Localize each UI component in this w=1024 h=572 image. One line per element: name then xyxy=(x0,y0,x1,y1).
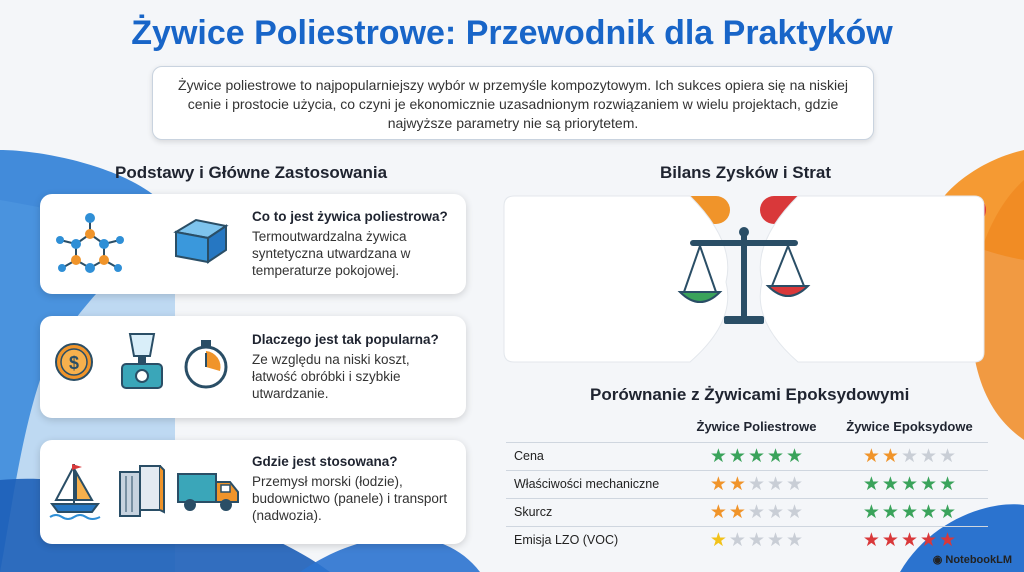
card-description: Termoutwardzalna żywica syntetyczna utwardzana w temperaturze pokojowej. xyxy=(252,229,411,278)
stopwatch-icon xyxy=(182,338,230,390)
card-text-block xyxy=(252,332,457,402)
scale-icon xyxy=(676,220,812,334)
page-title: Żywice Poliestrowe: Przewodnik dla Praktyków xyxy=(131,14,893,52)
star-icon: ★ xyxy=(900,473,918,495)
star-icon: ★ xyxy=(747,501,765,523)
brand-icon: ◉ xyxy=(932,554,946,566)
star-icon: ★ xyxy=(767,445,785,467)
star-icon: ★ xyxy=(728,473,746,495)
star-icon: ★ xyxy=(747,529,765,551)
star-icon: ★ xyxy=(786,473,804,495)
card-title: Gdzie jest stosowana? xyxy=(252,454,398,469)
star-icon: ★ xyxy=(862,529,880,551)
col-polyester: Żywice Poliestrowe xyxy=(696,419,817,435)
card-description: Przemysł morski (łodzie), budownictwo (panele) i transport (nadwozia). xyxy=(252,474,448,523)
card-text-block xyxy=(252,209,457,279)
balance-heading: Bilans Zysków i Strat xyxy=(660,163,831,182)
mixer-scale-icon xyxy=(116,330,168,392)
card-title: Co to jest żywica poliestrowa? xyxy=(252,209,448,224)
star-icon: ★ xyxy=(939,473,957,495)
star-icon: ★ xyxy=(709,473,727,495)
star-icon: ★ xyxy=(920,529,938,551)
epoxy-rating xyxy=(831,442,988,470)
star-icon: ★ xyxy=(786,445,804,467)
star-icon: ★ xyxy=(920,473,938,495)
card-where-used xyxy=(40,440,466,544)
brand-logo xyxy=(933,553,1012,566)
star-icon: ★ xyxy=(881,529,899,551)
col-epoxy: Żywice Epoksydowe xyxy=(846,419,973,435)
intro-text: Żywice poliestrowe to najpopularniejszy wybór w przemyśle kompozytowym. Ich sukces opiera się na niskiej cenie i prostocie użycia, co czyni je ekonomicznie uzasadnionym rozwiązaniem w wielu projektach, gdzie najwyższe parametry nie są priorytetem. xyxy=(178,77,848,131)
left-section-heading: Podstawy i Główne Zastosowania xyxy=(115,163,388,182)
star-icon: ★ xyxy=(862,445,880,467)
star-icon: ★ xyxy=(767,473,785,495)
star-icon: ★ xyxy=(881,473,899,495)
coin-icon xyxy=(54,342,94,382)
star-icon: ★ xyxy=(767,501,785,523)
star-icon: ★ xyxy=(900,501,918,523)
table-row xyxy=(506,470,988,498)
table-row xyxy=(506,442,988,470)
table-row xyxy=(506,498,988,526)
molecule-icon xyxy=(54,210,126,278)
star-icon: ★ xyxy=(747,473,765,495)
star-icon: ★ xyxy=(709,529,727,551)
star-icon: ★ xyxy=(920,501,938,523)
comparison-table xyxy=(506,412,988,554)
row-label: Właściwości mechaniczne xyxy=(506,470,682,498)
truck-icon xyxy=(176,470,240,514)
comparison-heading: Porównanie z Żywicami Epoksydowymi xyxy=(590,385,910,404)
star-icon: ★ xyxy=(862,473,880,495)
star-icon: ★ xyxy=(728,501,746,523)
epoxy-rating xyxy=(831,470,988,498)
star-icon: ★ xyxy=(900,529,918,551)
epoxy-rating xyxy=(831,526,988,554)
polyester-rating xyxy=(682,498,831,526)
star-icon: ★ xyxy=(786,529,804,551)
star-icon: ★ xyxy=(920,445,938,467)
card-why-popular xyxy=(40,316,466,418)
card-description: Ze względu na niski koszt, łatwość obróbki i szybkie utwardzanie. xyxy=(252,352,410,401)
table-row xyxy=(506,526,988,554)
row-label-header xyxy=(506,412,682,442)
resin-block-icon xyxy=(168,216,232,268)
polyester-rating xyxy=(682,526,831,554)
intro-box xyxy=(152,66,874,140)
brand-label: NotebookLM xyxy=(945,554,1012,566)
card-title: Dlaczego jest tak popularna? xyxy=(252,332,439,347)
star-icon: ★ xyxy=(728,529,746,551)
polyester-rating xyxy=(682,470,831,498)
polyester-rating xyxy=(682,442,831,470)
table-header-row xyxy=(506,412,988,442)
epoxy-rating xyxy=(831,498,988,526)
star-icon: ★ xyxy=(728,445,746,467)
star-icon: ★ xyxy=(939,529,957,551)
star-icon: ★ xyxy=(747,445,765,467)
star-icon: ★ xyxy=(709,501,727,523)
star-icon: ★ xyxy=(881,445,899,467)
star-icon: ★ xyxy=(767,529,785,551)
card-text-block xyxy=(252,454,457,524)
row-label: Skurcz xyxy=(506,498,682,526)
panels-icon xyxy=(116,462,166,518)
row-label: Emisja LZO (VOC) xyxy=(506,526,682,554)
star-icon: ★ xyxy=(709,445,727,467)
star-icon: ★ xyxy=(900,445,918,467)
sailboat-icon xyxy=(48,460,104,522)
star-icon: ★ xyxy=(862,501,880,523)
star-icon: ★ xyxy=(939,445,957,467)
card-what-is xyxy=(40,194,466,294)
star-icon: ★ xyxy=(881,501,899,523)
star-icon: ★ xyxy=(939,501,957,523)
star-icon: ★ xyxy=(786,501,804,523)
row-label: Cena xyxy=(506,442,682,470)
svg-text:$: $ xyxy=(68,353,80,373)
